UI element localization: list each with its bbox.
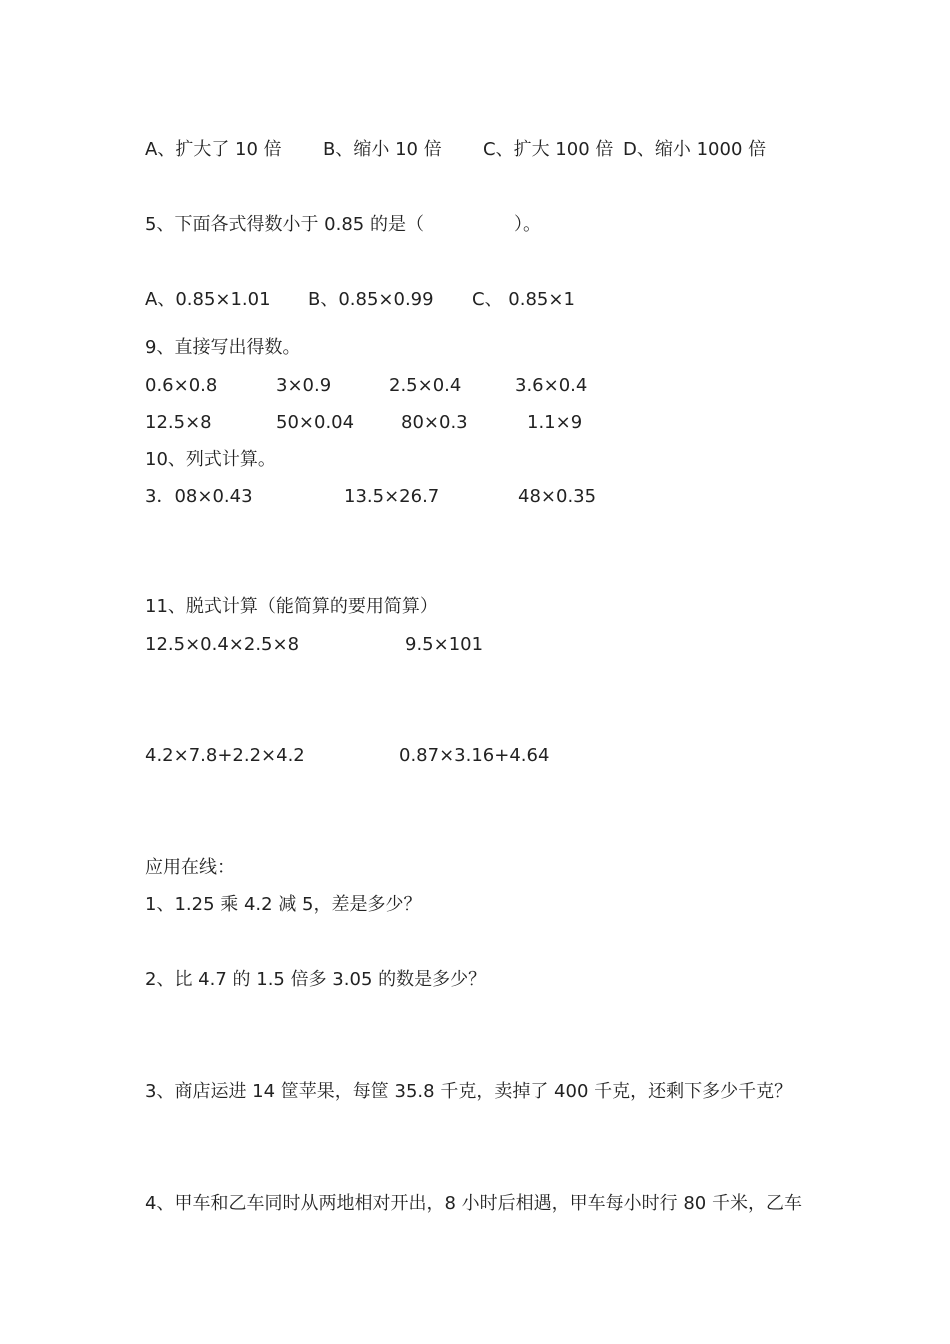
q9-item: 3.6×0.4 bbox=[515, 375, 588, 396]
q5-question: 5、下面各式得数小于 0.85 的是（ ）。 bbox=[145, 214, 541, 235]
q4-option-d: D、缩小 1000 倍 bbox=[623, 139, 767, 160]
q5-option-c: C、 0.85×1 bbox=[472, 289, 575, 310]
q4-option-c: C、扩大 100 倍 bbox=[483, 139, 614, 160]
q11-item: 12.5×0.4×2.5×8 bbox=[145, 634, 300, 655]
q9-item: 3×0.9 bbox=[276, 375, 332, 396]
q9-item: 12.5×8 bbox=[145, 412, 212, 433]
q5-option-a: A、0.85×1.01 bbox=[145, 289, 271, 310]
q9-item: 2.5×0.4 bbox=[389, 375, 462, 396]
application-problem-4: 4、甲车和乙车同时从两地相对开出，8 小时后相遇，甲车每小时行 80 千米，乙车 bbox=[145, 1193, 802, 1214]
application-problem-3: 3、商店运进 14 筐苹果，每筐 35.8 千克，卖掉了 400 千克，还剩下多少千克？ bbox=[145, 1081, 793, 1102]
q9-title: 9、直接写出得数。 bbox=[145, 337, 301, 358]
q10-title: 10、列式计算。 bbox=[145, 449, 276, 470]
q9-item: 50×0.04 bbox=[276, 412, 355, 433]
q11-item: 0.87×3.16+4.64 bbox=[399, 745, 550, 766]
application-heading: 应用在线： bbox=[145, 857, 235, 878]
q10-item: 3．08×0.43 bbox=[145, 486, 253, 507]
q9-item: 1.1×9 bbox=[527, 412, 583, 433]
q10-item: 48×0.35 bbox=[518, 486, 597, 507]
q4-option-a: A、扩大了 10 倍 bbox=[145, 139, 282, 160]
q11-item: 4.2×7.8+2.2×4.2 bbox=[145, 745, 305, 766]
q5-option-b: B、0.85×0.99 bbox=[308, 289, 434, 310]
application-problem-2: 2、比 4.7 的 1.5 倍多 3.05 的数是多少？ bbox=[145, 969, 487, 990]
q11-item: 9.5×101 bbox=[405, 634, 484, 655]
application-problem-1: 1、1.25 乘 4.2 减 5，差是多少？ bbox=[145, 894, 422, 915]
q10-item: 13.5×26.7 bbox=[344, 486, 440, 507]
q11-title: 11、脱式计算（能简算的要用简算） bbox=[145, 596, 438, 617]
q9-item: 80×0.3 bbox=[401, 412, 468, 433]
q9-item: 0.6×0.8 bbox=[145, 375, 218, 396]
q4-option-b: B、缩小 10 倍 bbox=[323, 139, 442, 160]
